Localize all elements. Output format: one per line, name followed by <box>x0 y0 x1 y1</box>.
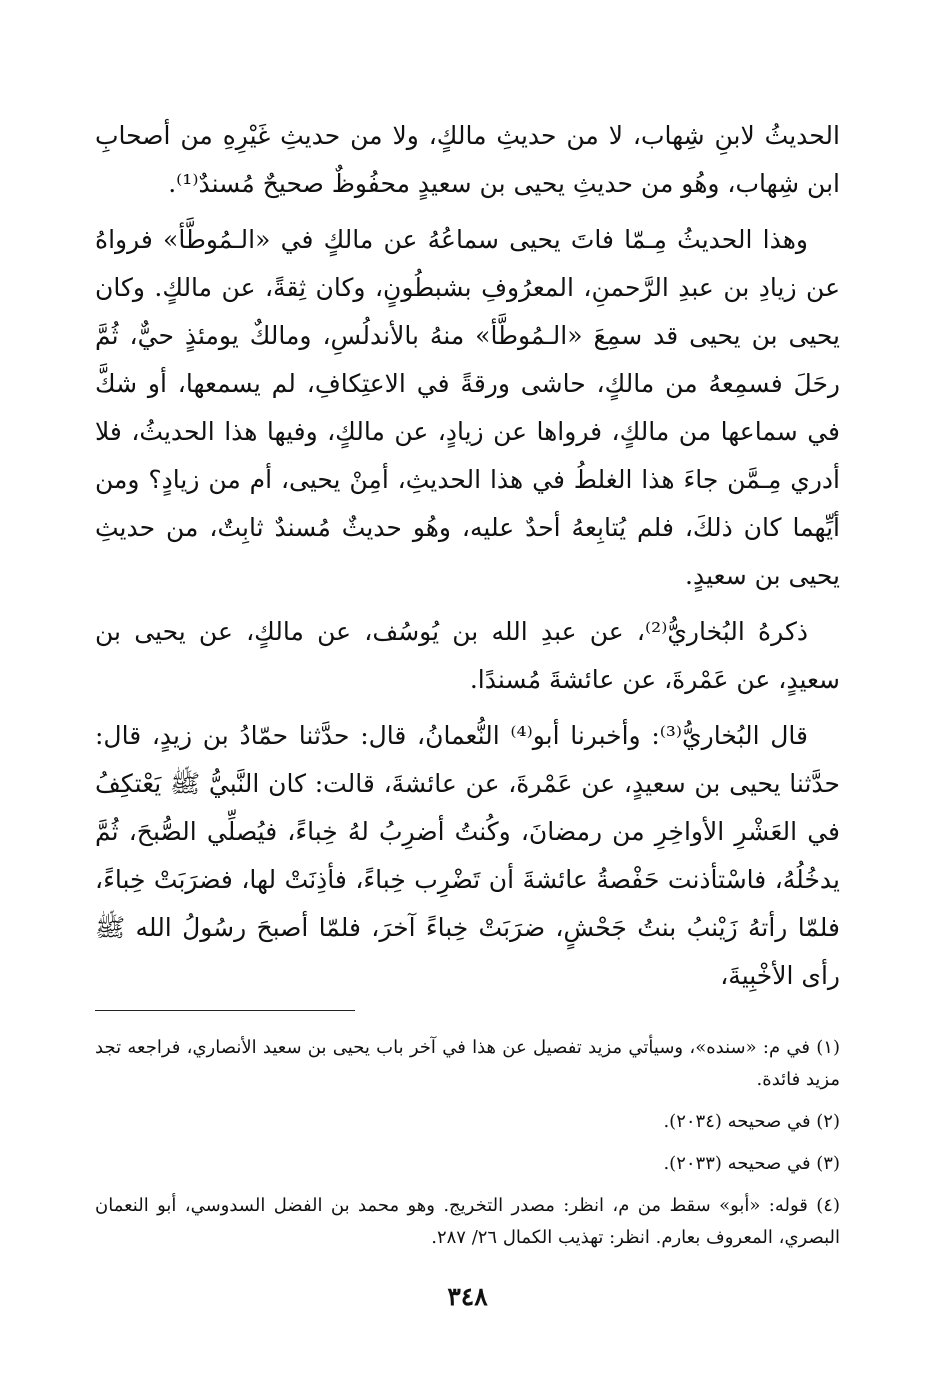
page-number: ٣٤٨ <box>447 1282 488 1311</box>
footnotes <box>95 1032 840 1264</box>
footnote-3: (٣) في صحيحه (٢٠٣٣). <box>663 1153 840 1174</box>
footnote-2: (٢) في صحيحه (٢٠٣٤). <box>663 1111 840 1132</box>
footnote-1: (١) في م: «سنده»، وسيأتي مزيد تفصيل عن هذا في آخر باب يحيى بن سعيد الأنصاري، فراجعه تجد مزيد فائدة. <box>95 1037 840 1090</box>
page-content <box>95 112 840 1311</box>
footnote-separator <box>95 1010 355 1011</box>
footnote-4: (٤) قوله: «أبو» سقط من م، انظر: مصدر التخريج. وهو محمد بن الفضل السدوسي، أبو النعمان البصري، المعروف بعارم. انظر: تهذيب الكمال ٢٦/ ٢٨٧. <box>95 1195 840 1248</box>
body-paragraph-3: ذكرهُ البُخاريُّ⁽²⁾، عن عبدِ الله بن يُوسُف، عن مالكٍ، عن يحيى بن سعيدٍ، عن عَمْرةَ، عن عائشةَ مُسندًا. <box>95 617 840 694</box>
body-paragraph-4: قال البُخاريُّ⁽³⁾: وأخبرنا أبو⁽⁴⁾ النُّعمانُ، قال: حدَّثنا حمّادُ بن زيدٍ، قال: حدَّثنا يحيى بن سعيدٍ، عن عَمْرةَ، عن عائشةَ، قالت: كان النَّبيُّ ﷺ يَعْتكِفُ في العَشْرِ الأواخِرِ من رمضانَ، وكُنتُ أضرِبُ لهُ خِباءً، فيُصلِّي الصُّبحَ، ثُمَّ يدخُلُهُ، فاسْتأذنت حَفْصةُ عائشةَ أن تَضْرِب خِباءً، فأذِنَتْ لها، فضرَبَتْ خِباءً، فلمّا رأتهُ زَيْنبُ بنتُ جَحْشٍ، ضرَبَتْ خِباءً آخرَ، فلمّا أصبحَ رسُولُ الله ﷺ رأى الأخْبِيةَ، <box>95 721 840 990</box>
body-paragraph-2: وهذا الحديثُ مِـمّا فاتَ يحيى سماعُهُ عن مالكٍ في «الـمُوطَّأ» فرواهُ عن زيادِ بن عبدِ الرَّحمنِ، المعرُوفِ بشبطُونٍ، وكان ثِقةً، عن مالكٍ. وكان يحيى بن يحيى قد سمِعَ «الـمُوطَّأ» منهُ بالأندلُسِ، ومالكٌ يومئذٍ حيٌّ، ثُمَّ رحَلَ فسمِعهُ من مالكٍ، حاشى ورقةً في الاعتِكافِ، لم يسمعها، أو شكَّ في سماعها من مالكٍ، فرواها عن زيادٍ، عن مالكٍ، وفيها هذا الحديثُ، فلا أدري مِـمَّن جاءَ هذا الغلطُ في هذا الحديثِ، أمِنْ يحيى، أم من زيادٍ؟ ومن أيِّهما كان ذلكَ، فلم يُتابِعهُ أحدٌ عليه، وهُو حديثٌ مُسندٌ ثابِتٌ، من حديثِ يحيى بن سعيدٍ. <box>95 225 840 590</box>
body-paragraph-1: الحديثُ لابنِ شِهاب، لا من حديثِ مالكٍ، ولا من حديثِ غَيْرِهِ من أصحابِ ابن شِهاب، وهُو من حديثِ يحيى بن سعيدٍ محفُوظٌ صحيحٌ مُسندٌ⁽¹⁾. <box>95 121 840 198</box>
